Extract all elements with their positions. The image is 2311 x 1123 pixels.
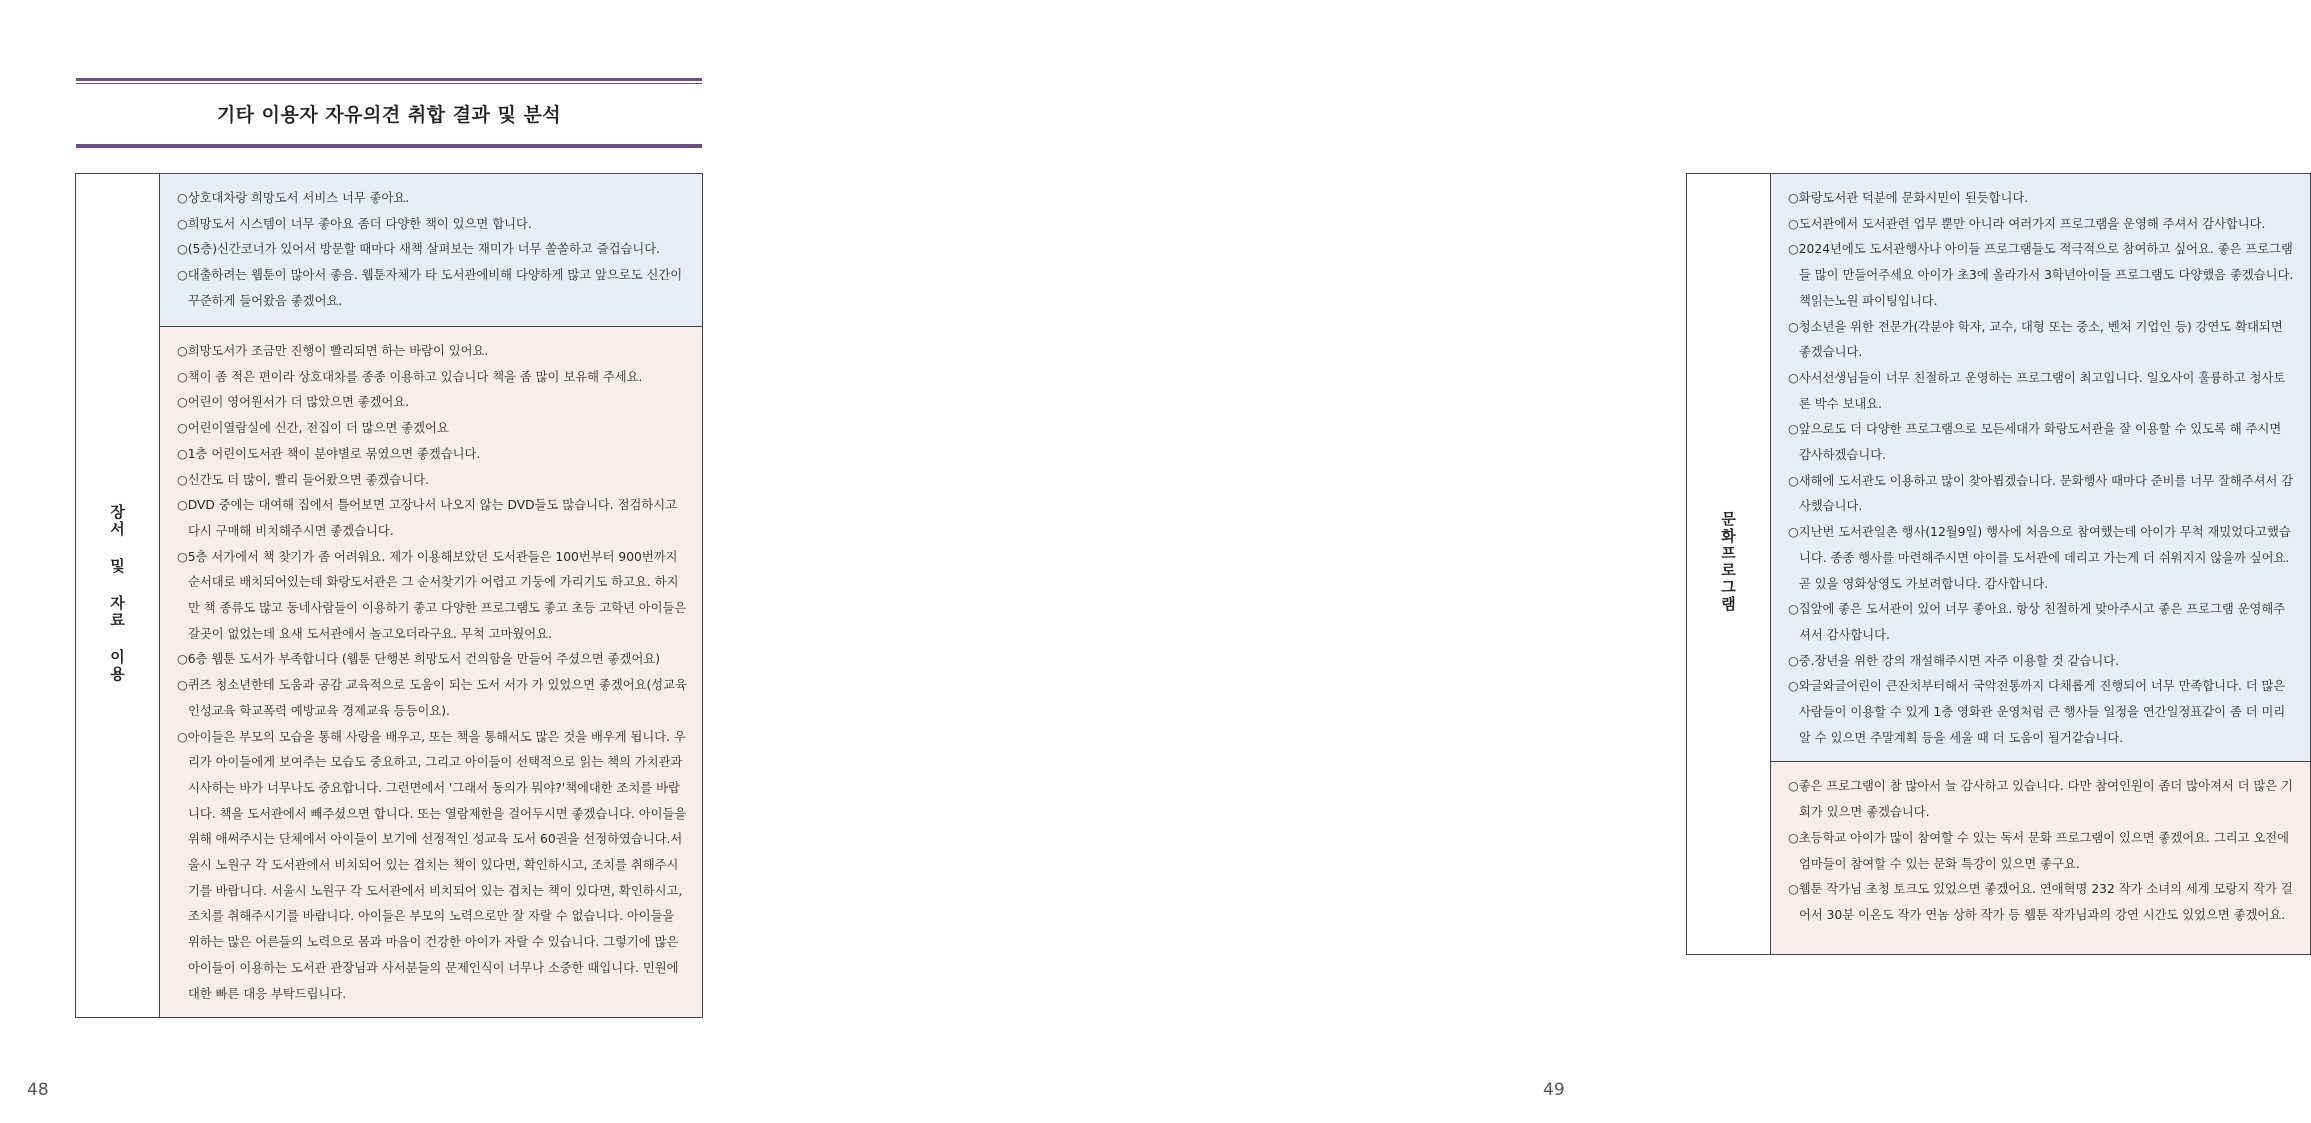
opinion-item: ○중.장년을 위한 강의 개설해주시면 자주 이용할 것 같습니다. bbox=[1788, 653, 2120, 668]
opinion-item: ○희망도서가 조금만 진행이 빨리되면 하는 바람이 있어요. bbox=[177, 344, 489, 358]
opinion-list bbox=[160, 327, 702, 1017]
opinion-item: ○아이들은 부모의 모습을 통해 사랑을 배우고, 또는 책을 통해서도 많은 것을 배우게 됩니다. 우리가 아이들에게 보여주는 모습도 중요하고, 그리고 아이들이 선택적으로 읽는 책의 가치관과 시사하는 바가 너무나도 중요합니다. 그런면에서 '그래서 동의가 뭐야?'책에대한 조치를 바랍니다. 책을 도서관에서 빼주셨으면 합니다. 또는 열람제한을 걸어두시면 좋겠습니다. 아이들을 위해 애써주시는 단체에서 아이들이 보기에 선정적인 성교육 도서 60권을 선정하였습니다.서울시 노원구 각 도서관에서 비치되어 있는 겹치는 책이 있다면, 확인하시고, 조치를 취해주시기를 바랍니다. 서울시 노원구 각 도서관에서 비치되어 있는 겹치는 책이 있다면, 확인하시고, 조치를 취해주시기를 바랍니다. 아이들은 부모의 노력으로만 잘 자랄 수 없습니다. 아이들을 위하는 많은 어른들의 노력으로 몸과 마음이 건강한 아이가 자랄 수 있습니다. 그렇기에 많은 아이들이 이용하는 도서관 관장님과 사서분들의 문제인식이 너무나 소중한 때입니다. 민원에 대한 빠른 대응 부탁드립니다. bbox=[177, 729, 687, 1001]
opinion-item: ○상호대차랑 희망도서 서비스 너무 좋아요. bbox=[177, 191, 410, 205]
opinion-item: ○퀴즈 청소년한테 도움과 공감 교육적으로 도움이 되는 도서 서가 가 있었으면 좋겠어요(성교육 인성교육 학교폭력 예방교육 경제교육 등등이요). bbox=[177, 678, 687, 718]
right-page bbox=[794, 0, 2294, 1123]
suggestion-opinions-cell bbox=[1771, 762, 2311, 955]
positive-opinions-cell bbox=[160, 174, 703, 327]
opinion-item: ○6층 웹툰 도서가 부족합니다 (웹툰 단행본 희망도서 건의함을 만들어 주셨으면 좋겠어요) bbox=[177, 652, 660, 667]
opinion-item: ○1층 어린이도서관 책이 분야별로 묶였으면 좋겠습니다. bbox=[177, 446, 481, 461]
opinion-item: ○웹툰 작가님 초청 토크도 있었으면 좋겠어요. 연애혁명 232 작가 소녀의 세계 모랑지 작가 걸어서 30분 이온도 작가 연놈 상하 작가 등 웹툰 작가님과의 강연 시간도 있었으면 좋겠어요. bbox=[1788, 882, 2293, 922]
category-label: 장서 및 자료 이용 bbox=[108, 504, 126, 684]
opinion-item: ○좋은 프로그램이 참 많아서 늘 감사하고 있습니다. 다만 참여인원이 좀더 많아져서 더 많은 기회가 있으면 좋겠습니다. bbox=[1788, 779, 2293, 820]
suggestion-opinions-cell bbox=[160, 327, 703, 1018]
title-top-rule bbox=[76, 78, 702, 84]
opinion-item: ○집앞에 좋은 도서관이 있어 너무 좋아요. 항상 친절하게 맞아주시고 좋은 프로그램 운영해주셔서 감사합니다. bbox=[1788, 602, 2286, 642]
opinion-item: ○새해에 도서관도 이용하고 많이 찾아뵙겠습니다. 문화행사 때마다 준비를 너무 잘해주셔서 감사했습니다. bbox=[1788, 473, 2294, 514]
opinion-item: ○청소년을 위한 전문가(각분야 학자, 교수, 대형 또는 중소, 벤처 기업인 등) 강연도 확대되면 좋겠습니다. bbox=[1788, 319, 2283, 360]
opinion-item: ○대출하려는 웹툰이 많아서 좋음. 웹툰자체가 타 도서관에비해 다양하게 많고 앞으로도 신간이 꾸준하게 들어왔음 좋겠어요. bbox=[177, 268, 683, 308]
title-bottom-rule bbox=[76, 142, 702, 148]
left-page bbox=[0, 0, 793, 1123]
opinion-item: ○5층 서가에서 책 찾기가 좀 어려워요. 제가 이용해보았던 도서관들은 100번부터 900번까지 순서대로 배치되어있는데 화랑도서관은 그 순서찾기가 어렵고 기둥에 가리기도 하고요. 하지만 책 종류도 많고 동네사람들이 이용하기 좋고 다양한 프로그램도 좋고 초등 고학년 아이들은 갈곳이 없었는데 요새 도서관에서 놀고오더라구요. 무척 고마웠어요. bbox=[177, 549, 687, 641]
opinion-item: ○어린이열람실에 신간, 전집이 더 많으면 좋겠어요 bbox=[177, 421, 449, 436]
opinion-item: ○어린이 영어원서가 더 많았으면 좋겠어요. bbox=[177, 395, 410, 410]
opinion-item: ○책이 좀 적은 편이라 상호대차를 종종 이용하고 있습니다 책을 좀 많이 보유해 주세요. bbox=[177, 369, 643, 384]
category-cell bbox=[76, 174, 160, 1018]
opinion-item: ○(5층)신간코너가 있어서 방문할 때마다 새책 살펴보는 재미가 너무 쏠쏠하고 즐겁습니다. bbox=[177, 242, 660, 257]
opinion-list bbox=[160, 174, 702, 325]
opinion-list bbox=[1771, 762, 2310, 938]
page-number: 49 bbox=[1543, 1080, 1565, 1100]
opinion-list bbox=[1771, 174, 2310, 761]
collection-opinions-table bbox=[75, 173, 703, 1018]
opinion-item: ○신간도 더 많이, 빨리 들어왔으면 좋겠습니다. bbox=[177, 472, 429, 487]
opinion-item: ○지난번 도서관일촌 행사(12월9일) 행사에 처음으로 참여했는데 아이가 무척 재밌었다고했습니다. 종종 행사를 마련해주시면 아이를 도서관에 데리고 가는게 더 쉬워지지 않을까 싶어요. 곧 있을 영화상영도 가보려합니다. 감사합니다. bbox=[1788, 525, 2291, 591]
category-label: 문화프로그램 bbox=[1719, 511, 1737, 613]
opinion-item: ○DVD 중에는 대여해 집에서 틀어보면 고장나서 나오지 않는 DVD들도 많습니다. 점검하시고 다시 구매해 비치해주시면 좋겠습니다. bbox=[177, 498, 677, 538]
opinion-item: ○사서선생님들이 너무 친절하고 운영하는 프로그램이 최고입니다. 일오사이 훌륭하고 청사토론 박수 보내요. bbox=[1788, 370, 2286, 411]
positive-opinions-cell bbox=[1771, 174, 2311, 762]
opinion-item: ○희망도서 시스템이 너무 좋아요 좀더 다양한 책이 있으면 합니다. bbox=[177, 216, 532, 231]
opinion-item: ○도서관에서 도서관련 업무 뿐만 아니라 여러가지 프로그램을 운영해 주셔서 감사합니다. bbox=[1788, 216, 2266, 231]
opinion-item: ○와글와글어린이 큰잔치부터해서 국악전통까지 다채롭게 진행되어 너무 만족합니다. 더 많은 사람들이 이용할 수 있게 1층 영화관 운영처럼 큰 행사들 일정을 연간일정표같이 좀 더 미리 알 수 있으면 주말계획 등을 세울 때 더 도움이 될거같습니다. bbox=[1788, 679, 2286, 745]
page-number: 48 bbox=[27, 1080, 49, 1100]
title-block bbox=[76, 78, 702, 150]
category-cell bbox=[1687, 174, 1771, 955]
opinion-item: ○앞으로도 더 다양한 프로그램으로 모든세대가 화랑도서관을 잘 이용할 수 있도록 해 주시면 감사하겠습니다. bbox=[1788, 422, 2282, 463]
culture-program-opinions-table bbox=[1686, 173, 2311, 955]
opinion-item: ○초등학교 아이가 많이 참여할 수 있는 독서 문화 프로그램이 있으면 좋겠어요. 그리고 오전에 엄마들이 참여할 수 있는 문화 특강이 있으면 좋구요. bbox=[1788, 830, 2290, 871]
page-title: 기타 이용자 자유의견 취합 결과 및 분석 bbox=[216, 104, 562, 126]
opinion-item: ○2024년에도 도서관행사나 아이들 프로그램들도 적극적으로 참여하고 싶어요. 좋은 프로그램들 많이 만들어주세요 아이가 초3에 올라가서 3학년아이들 프로그램도 다양했음 좋겠습니다. 책읽는노원 파이팅입니다. bbox=[1788, 242, 2294, 308]
opinion-item: ○화랑도서관 덕분에 문화시민이 된듯합니다. bbox=[1788, 191, 2029, 205]
